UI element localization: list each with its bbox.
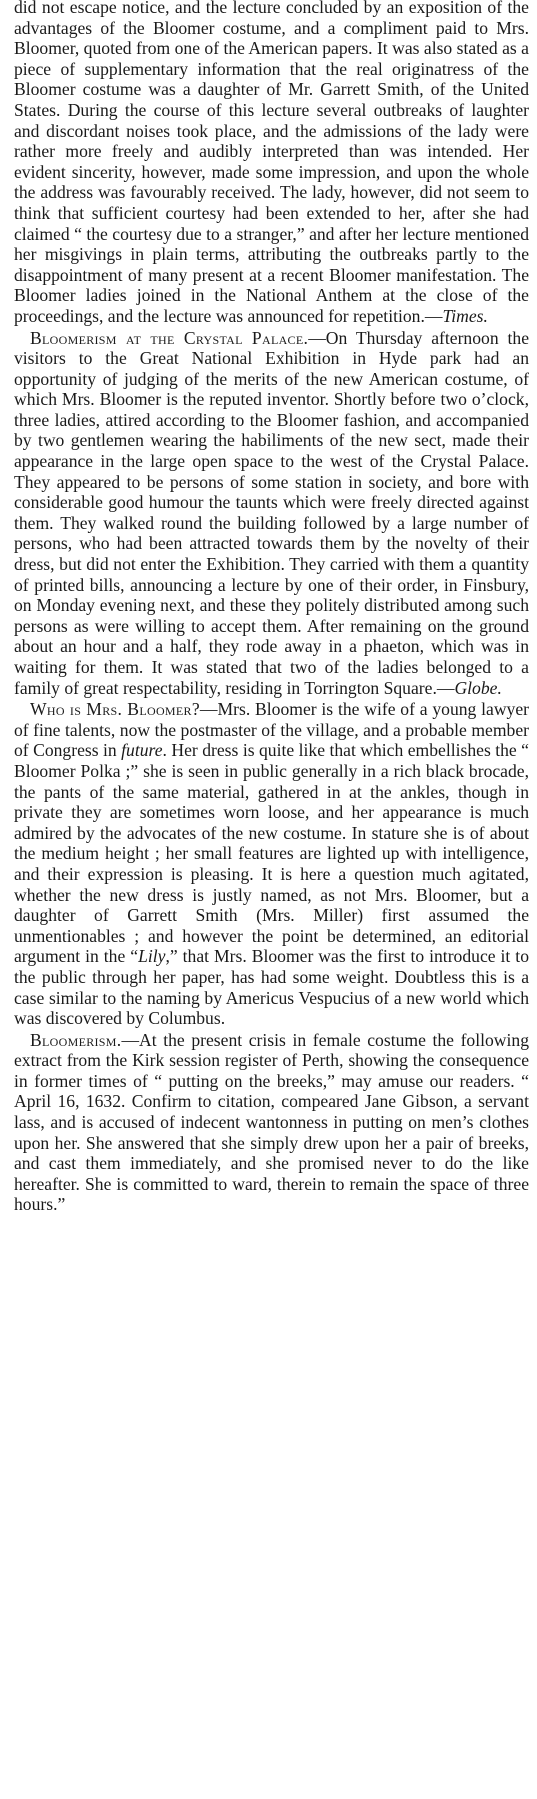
article-kirk-session	[14, 1030, 529, 1215]
article-body-part: ,” that Mrs. Bloomer was the first to introduce it to the public through her paper, has had some weight. Doubtless this is a case similar to the naming by Americus Vespucius of a new world which was discovered by Columbus.	[14, 946, 529, 1029]
article-body-italic: future	[121, 740, 163, 761]
article-body-italic: Lily	[138, 946, 166, 967]
article-lecture-continuation	[14, 0, 529, 327]
article-paragraph	[14, 328, 529, 699]
article-who-is-mrs-bloomer	[14, 699, 529, 1029]
article-body-part: —Mrs. Bloomer is the wife of a young lawyer of fine talents, now the postmaster of the village, and a probable member of Congress in	[14, 699, 529, 761]
article-crystal-palace	[14, 328, 529, 699]
article-body: —At the present crisis in female costume the following extract from the Kirk session register of Perth, showing the consequence in former times of “ putting on the breeks,” may amuse our readers. “ April 16, 1632. Confirm to citation, compeared Jane Gibson, a servant lass, and is accused of indecent wantonness in putting on men’s clothes upon her. She answered that she simply drew upon her a pair of breeks, and cast them immediately, and she promised never to do the like hereafter. She is committed to ward, therein to remain the space of three hours.”	[14, 1029, 529, 1215]
article-body: —On Thursday afternoon the visitors to the Great National Exhibition in Hyde park had an opportunity of judging of the merits of the new American costume, of which Mrs. Bloomer is the reputed inventor. Shortly before two o’clock, three ladies, attired according to the Bloomer fashion, and accompanied by two gentlemen wearing the habiliments of the new sect, made their appearance in the large open space to the west of the Crystal Palace. They appeared to be persons of some station in society, and bore with considerable good humour the taunts which were freely directed against them. They walked round the building followed by a large number of persons, who had been attracted towards them by the novelty of their dress, but did not enter the Exhibition. They carried with them a quantity of printed bills, announcing a lecture by one of their order, in Finsbury, on Monday evening next, and these they politely distributed among such persons as were willing to accept them. After remaining on the ground about an hour and a half, they rode away in a phaeton, which was in waiting for them. It was stated that two of the ladies belonged to a family of great respectability, residing in Torrington Square.—	[14, 327, 530, 698]
article-paragraph	[14, 1030, 529, 1215]
article-source: Times.	[442, 305, 488, 326]
article-source: Globe.	[454, 677, 502, 698]
article-heading: Who is Mrs. Bloomer?	[30, 699, 200, 720]
article-paragraph	[14, 699, 529, 1029]
article-paragraph	[14, 0, 529, 327]
article-heading: Bloomerism at the Crystal Palace.	[30, 327, 309, 348]
article-heading: Bloomerism.	[30, 1029, 122, 1050]
article-body: did not escape notice, and the lecture concluded by an exposition of the advantages of the Bloomer costume, and a compliment paid to Mrs. Bloomer, quoted from one of the American papers. It was also stated as a piece of supplementary information that the real originatress of the Bloomer costume was a daughter of Mr. Garrett Smith, of the United States. During the course of this lecture several outbreaks of laughter and discordant noises took place, and the admissions of the lady were rather more freely and audibly interpreted than was intended. Her evident sincerity, however, made some impression, and upon the whole the address was favourably received. The lady, however, did not seem to think that sufficient courtesy had been extended to her, after she had claimed “ the courtesy due to a stranger,” and after her lecture mentioned her misgivings in plain terms, attributing the outbreaks partly to the disappointment of many present at a recent Bloomer manifestation. The Bloomer ladies joined in the National Anthem at the close of the proceedings, and the lecture was announced for repetition.—	[14, 0, 529, 326]
article-body-part: . Her dress is quite like that which embellishes the “ Bloomer Polka ;” she is seen in public generally in a rich black brocade, the pants of the same material, gathered in at the ankles, though in private they are sometimes worn loose, and her appearance is much admired by the advocates of the new costume. In stature she is of about the medium height ; her small features are lighted up with intelligence, and their expression is pleasing. It is here a question much agitated, whether the new dress is justly named, as not Mrs. Bloomer, but a daughter of Garrett Smith (Mrs. Miller) first assumed the unmentionables ; and however the point be determined, an editorial argument in the “	[14, 740, 529, 967]
